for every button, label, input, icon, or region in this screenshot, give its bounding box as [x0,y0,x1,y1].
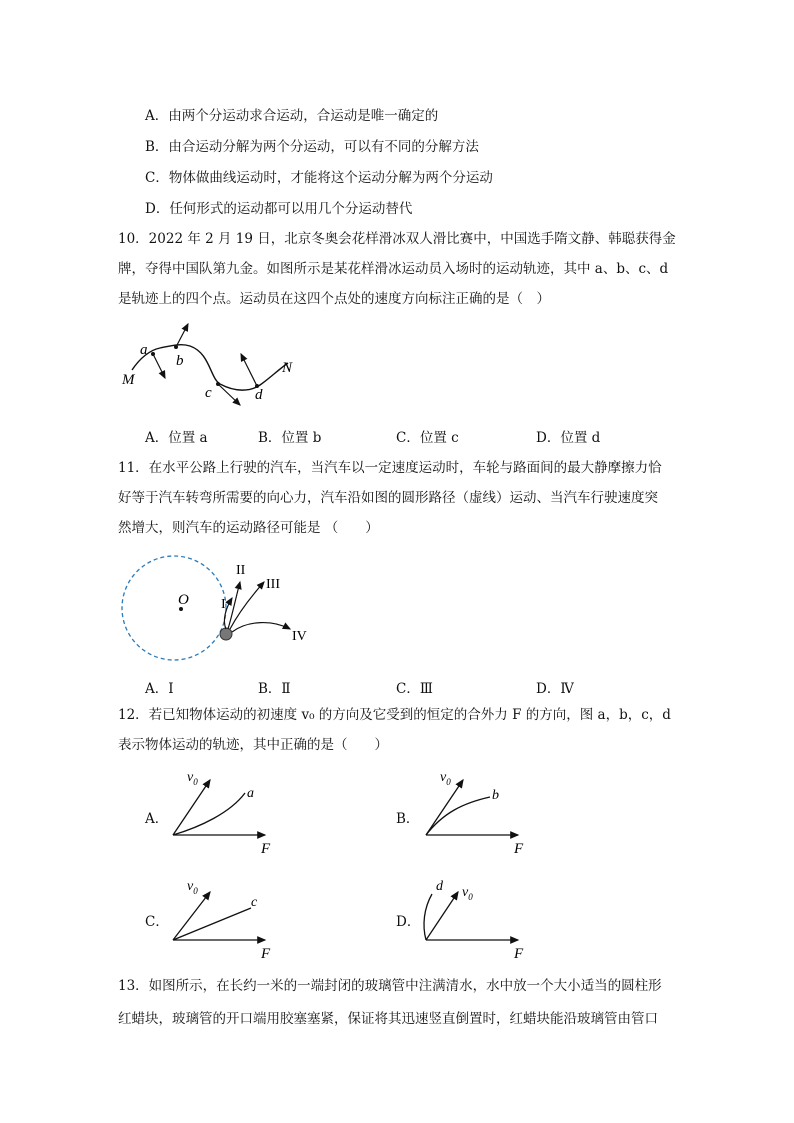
q11-option-d: D．Ⅳ [536,681,574,697]
label-c: c [205,385,212,401]
curve-label: c [251,895,258,910]
q10-text-line-1: 10．2022 年 2 月 19 日，北京冬奥会花样滑冰双人滑比赛中，中国选手隋文静、韩聪获得金 [118,231,676,247]
curve-label: b [492,788,499,803]
label-d: d [255,387,263,403]
q12-panel-d-option: D． [396,914,421,930]
q12-panel-a-figure [165,765,285,860]
path-III [230,582,264,629]
q12-text-line-1: 12．若已知物体运动的初速度 v₀ 的方向及它受到的恒定的合外力 F 的方向，图 a，b，c，d [118,707,671,723]
q10-trajectory-figure [110,318,310,413]
label-M: M [122,372,135,388]
label-a: a [140,342,148,358]
svg-text:v0 [187,879,198,896]
v-subscript: 0 [193,777,198,787]
arrow-d [241,354,257,386]
q13-text-line-2: 红蜡块，玻璃管的开口端用胶塞塞紧，保证将其迅速竖直倒置时，红蜡块能沿玻璃管由管口 [118,1011,658,1027]
q11-option-c: C．Ⅲ [396,681,433,697]
velocity-arrow [426,780,463,835]
q11-circle-figure [118,552,338,667]
arrow-b [176,324,188,347]
curve-label: d [436,879,443,894]
car-ball [220,628,232,640]
v-label: v [187,879,194,894]
q11-text-line-2: 好等于汽车转弯所需要的向心力，汽车沿如图的圆形路径（虚线）运动、当汽车行驶速度突 [118,490,658,506]
label-III: III [266,577,280,592]
v-label: v [440,770,447,785]
q12-panel-b-figure [418,765,538,860]
svg-text:v0 [462,885,473,902]
label-II: II [236,563,246,578]
q10-text-line-3: 是轨迹上的四个点。运动员在这四个点处的速度方向标注正确的是（ ） [118,291,550,307]
q12-panel-a-option: A． [145,811,169,827]
f-label: F [514,841,524,857]
f-label: F [261,946,271,962]
v-label: v [187,770,194,785]
arrow-a [153,354,165,378]
velocity-arrow [426,892,458,940]
dashed-circular-path [122,556,226,660]
q9-option-d: D．任何形式的运动都可以用几个分运动替代 [145,201,413,217]
q10-option-d: D．位置 d [536,430,601,446]
trajectory-curve [426,797,490,835]
q12-text-line-2: 表示物体运动的轨迹，其中正确的是（ ） [118,737,388,753]
q10-option-c: C．位置 c [396,430,459,446]
svg-text:v0 [187,770,198,787]
f-label: F [514,946,524,962]
q11-option-a: A．Ⅰ [145,681,174,697]
path-IV [232,623,290,632]
q11-text-line-3: 然增大，则汽车的运动路径可能是 （ ） [118,520,379,536]
v-subscript: 0 [468,892,473,902]
trajectory-curve [132,345,288,390]
label-b: b [176,353,184,369]
q10-option-a: A．位置 a [145,430,208,446]
q12-panel-b-option: B． [396,811,420,827]
q9-option-c: C．物体做曲线运动时，才能将这个运动分解为两个分运动 [145,170,493,186]
f-label: F [261,841,271,857]
label-O: O [178,592,189,608]
label-N: N [282,360,293,376]
q11-option-b: B．Ⅱ [258,681,291,697]
q10-option-b: B．位置 b [258,430,322,446]
curve-label: a [247,786,254,801]
q12-panel-c-figure [165,870,285,965]
q11-text-line-1: 11．在水平公路上行驶的汽车，当汽车以一定速度运动时，车轮与路面间的最大静摩擦力恰 [118,460,662,476]
q10-text-line-2: 牌，夺得中国队第九金。如图所示是某花样滑冰运动员入场时的运动轨迹，其中 a、b、c、d [118,261,669,277]
q9-option-a: A．由两个分运动求合运动，合运动是唯一确定的 [145,108,439,124]
q12-panel-c-option: C． [145,914,169,930]
v-subscript: 0 [193,886,198,896]
label-IV: IV [292,629,307,644]
v-label: v [462,885,469,900]
label-I: I [221,597,226,612]
q13-text-line-1: 13．如图所示，在长约一米的一端封闭的玻璃管中注满清水，水中放一个大小适当的圆柱形 [118,978,662,994]
v-subscript: 0 [446,777,451,787]
q12-panel-d-figure [418,870,538,965]
trajectory-curve [173,793,245,835]
svg-text:v0 [440,770,451,787]
q9-option-b: B．由合运动分解为两个分运动，可以有不同的分解方法 [145,139,479,155]
velocity-arrow [173,780,210,835]
